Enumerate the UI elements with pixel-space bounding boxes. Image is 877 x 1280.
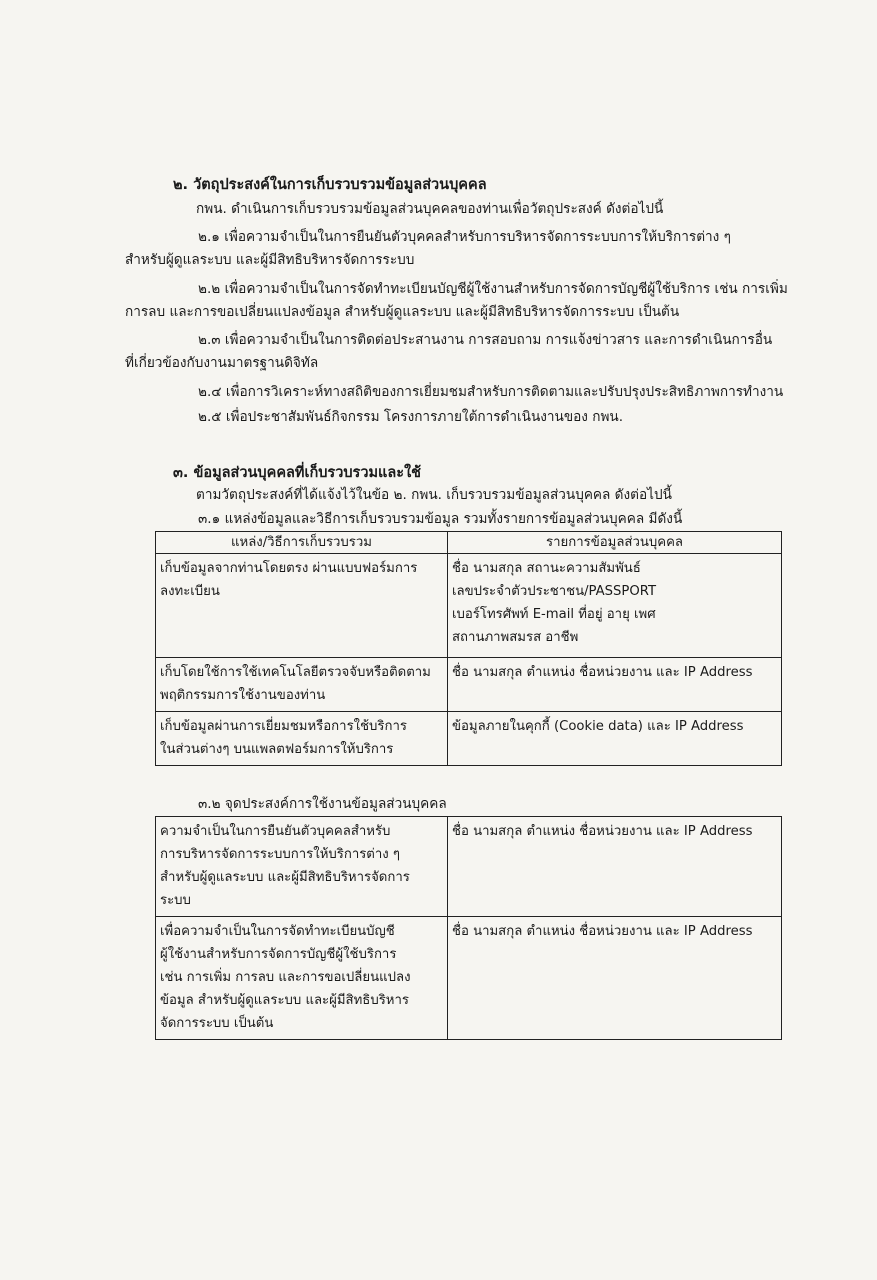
table-row [156, 712, 782, 766]
table-cell-source [156, 712, 448, 766]
cell-text: สถานภาพสมรส อาชีพ [452, 630, 579, 645]
section-3-1-title: ๓.๑ แหล่งข้อมูลและวิธีการเก็บรวบรวมข้อมูล รวมทั้งรายการข้อมูลส่วนบุคคล มีดังนี้ [198, 511, 683, 527]
cell-text: เบอร์โทรศัพท์ E-mail ที่อยู่ อายุ เพศ [452, 607, 656, 622]
table-header-cell: แหล่ง/วิธีการเก็บรวบรวม [156, 532, 448, 554]
item-2-2-line1: ๒.๒ เพื่อความจำเป็นในการจัดทำทะเบียนบัญชีผู้ใช้งานสำหรับการจัดการบัญชีผู้ใช้บริการ เช่น การเพิ่ม [198, 281, 788, 297]
item-2-3-line1: ๒.๓ เพื่อความจำเป็นในการติดต่อประสานงาน การสอบถาม การแจ้งข่าวสาร และการดำเนินการอื่น [198, 332, 773, 348]
cell-text: เช่น การเพิ่ม การลบ และการขอเปลี่ยนแปลง [160, 970, 411, 985]
cell-text: ชื่อ นามสกุล ตำแหน่ง ชื่อหน่วยงาน และ IP Address [452, 824, 753, 839]
table-cell-items [448, 554, 782, 658]
section-3-intro: ตามวัตถุประสงค์ที่ได้แจ้งไว้ในข้อ ๒. กพน. เก็บรวบรวมข้อมูลส่วนบุคคล ดังต่อไปนี้ [196, 487, 672, 503]
table-cell-items [448, 658, 782, 712]
cell-text: จัดการระบบ เป็นต้น [160, 1016, 274, 1031]
cell-text: ผู้ใช้งานสำหรับการจัดการบัญชีผู้ใช้บริการ [160, 947, 397, 962]
item-2-4: ๒.๔ เพื่อการวิเคราะห์ทางสถิติของการเยี่ยมชมสำหรับการติดตามและปรับปรุงประสิทธิภาพการทำงาน [198, 384, 784, 400]
cell-text: ชื่อ นามสกุล สถานะความสัมพันธ์ [452, 561, 641, 576]
item-2-2-line2: การลบ และการขอเปลี่ยนแปลงข้อมูล สำหรับผู้ดูแลระบบ และผู้มีสิทธิบริหารจัดการระบบ เป็นต้น [125, 304, 680, 320]
table-cell-source [156, 658, 448, 712]
cell-text: เก็บข้อมูลจากท่านโดยตรง ผ่านแบบฟอร์มการ [160, 561, 418, 576]
cell-text: การบริหารจัดการระบบการให้บริการต่าง ๆ [160, 847, 400, 862]
section-3-heading: ๓. ข้อมูลส่วนบุคคลที่เก็บรวบรวมและใช้ [173, 465, 421, 481]
cell-text: ในส่วนต่างๆ บนแพลตฟอร์มการให้บริการ [160, 742, 394, 757]
table-header-row [156, 532, 782, 554]
cell-text: เพื่อความจำเป็นในการจัดทำทะเบียนบัญชี [160, 924, 395, 939]
cell-text: เลขประจำตัวประชาชน/PASSPORT [452, 584, 657, 599]
table-cell-purpose [156, 917, 448, 1040]
table-cell-source [156, 554, 448, 658]
cell-text: เก็บข้อมูลผ่านการเยี่ยมชมหรือการใช้บริการ [160, 719, 407, 734]
section-3-2-title: ๓.๒ จุดประสงค์การใช้งานข้อมูลส่วนบุคคล [198, 796, 447, 812]
table-cell-items [448, 817, 782, 917]
table-cell-items [448, 712, 782, 766]
cell-text: เก็บโดยใช้การใช้เทคโนโลยีตรวจจับหรือติดตาม [160, 665, 431, 680]
table-row [156, 817, 782, 917]
data-source-table [155, 531, 782, 766]
table-cell-purpose [156, 817, 448, 917]
cell-text: ระบบ [160, 893, 191, 908]
item-2-1-line1: ๒.๑ เพื่อความจำเป็นในการยืนยันตัวบุคคลสำหรับการบริหารจัดการระบบการให้บริการต่าง ๆ [198, 229, 731, 245]
table-row [156, 917, 782, 1040]
item-2-3-line2: ที่เกี่ยวข้องกับงานมาตรฐานดิจิทัล [125, 355, 319, 371]
table-row [156, 554, 782, 658]
table-header-cell: รายการข้อมูลส่วนบุคคล [448, 532, 782, 554]
item-2-5: ๒.๕ เพื่อประชาสัมพันธ์กิจกรรม โครงการภายใต้การดำเนินงานของ กพน. [198, 409, 624, 425]
cell-text: ชื่อ นามสกุล ตำแหน่ง ชื่อหน่วยงาน และ IP Address [452, 665, 753, 680]
cell-text: ความจำเป็นในการยืนยันตัวบุคคลสำหรับ [160, 824, 391, 839]
section-2-intro: กพน. ดำเนินการเก็บรวบรวมข้อมูลส่วนบุคคลของท่านเพื่อวัตถุประสงค์ ดังต่อไปนี้ [196, 201, 664, 217]
cell-text: สำหรับผู้ดูแลระบบ และผู้มีสิทธิบริหารจัดการ [160, 870, 410, 885]
section-2-heading: ๒. วัตถุประสงค์ในการเก็บรวบรวมข้อมูลส่วนบุคคล [173, 177, 487, 193]
item-2-1-line2: สำหรับผู้ดูแลระบบ และผู้มีสิทธิบริหารจัดการระบบ [125, 252, 415, 268]
cell-text: พฤติกรรมการใช้งานของท่าน [160, 688, 326, 703]
cell-text: ลงทะเบียน [160, 584, 220, 599]
cell-text: ข้อมูลภายในคุกกี้ (Cookie data) และ IP Address [452, 719, 744, 734]
purpose-table [155, 816, 782, 1040]
table-cell-items [448, 917, 782, 1040]
table-row [156, 658, 782, 712]
cell-text: ชื่อ นามสกุล ตำแหน่ง ชื่อหน่วยงาน และ IP Address [452, 924, 753, 939]
cell-text: ข้อมูล สำหรับผู้ดูแลระบบ และผู้มีสิทธิบริหาร [160, 993, 409, 1008]
